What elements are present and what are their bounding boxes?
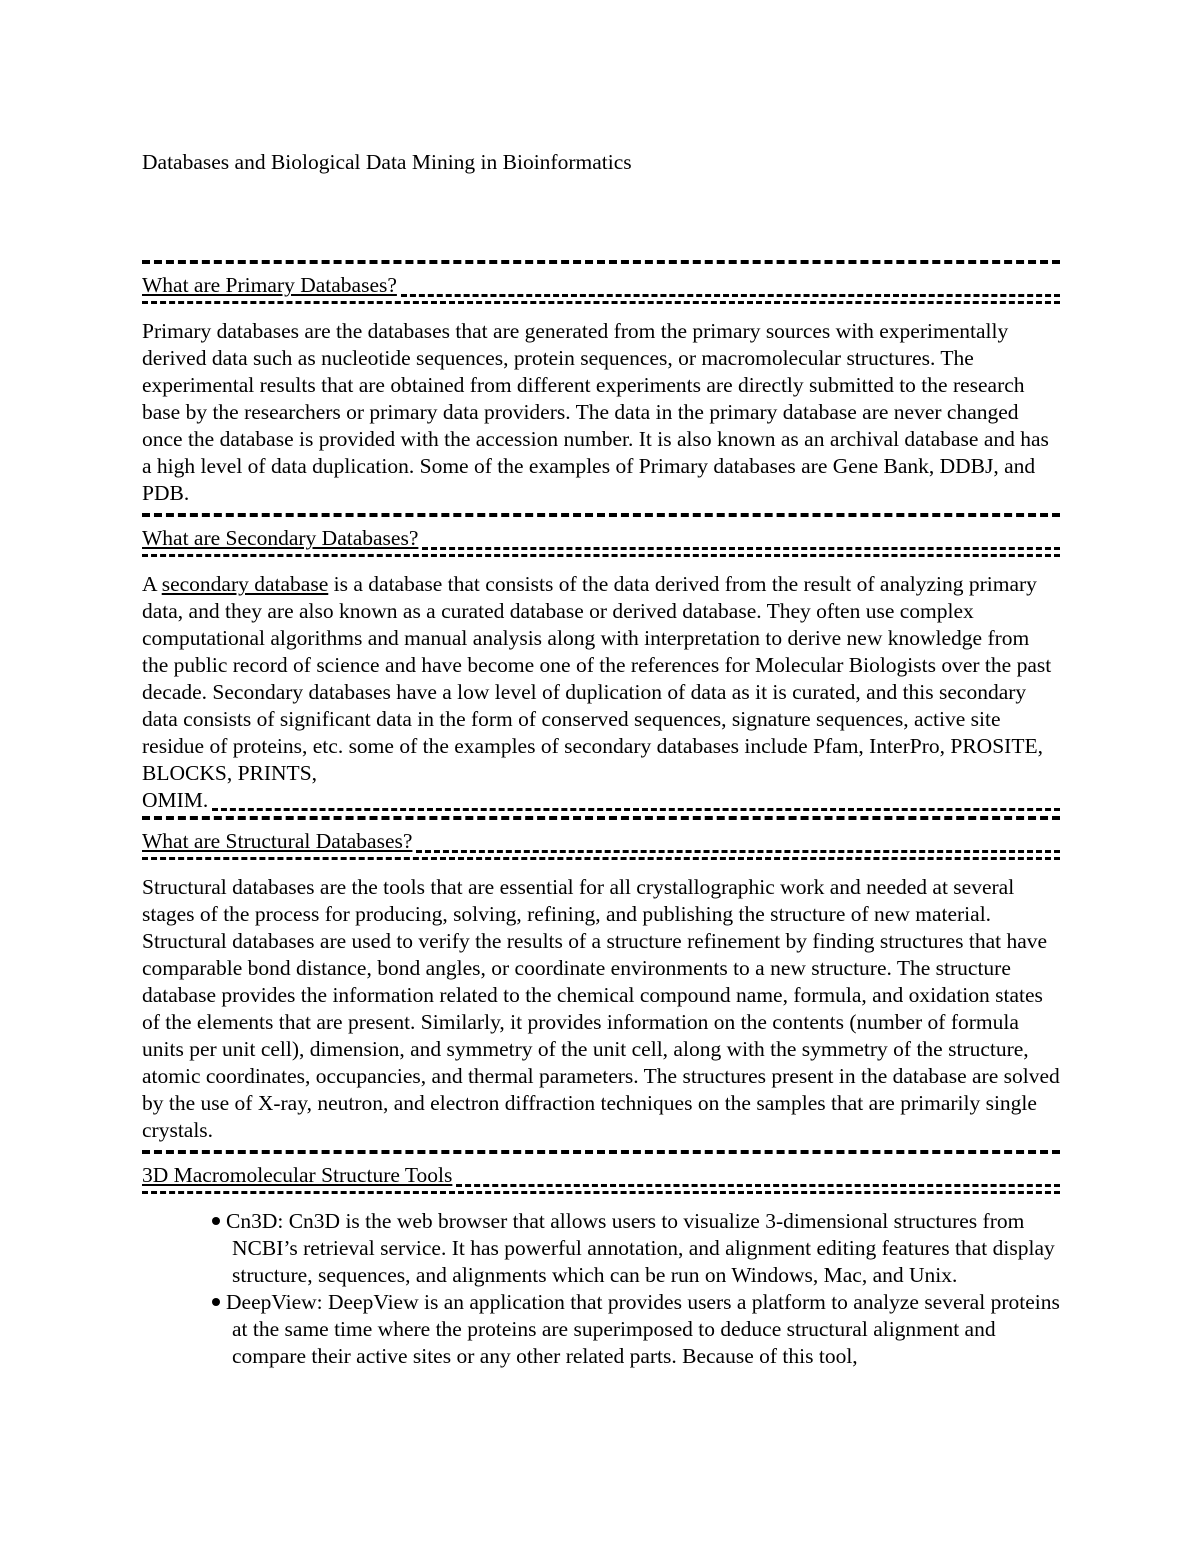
section-divider: [142, 513, 1060, 517]
heading-dash-fill: [422, 547, 1060, 550]
heading-underline-rule: [142, 301, 1060, 304]
spacer: [142, 178, 1060, 254]
section-heading-secondary: What are Secondary Databases?: [142, 526, 419, 550]
section-heading-primary: What are Primary Databases?: [142, 273, 397, 297]
list-item: [142, 1208, 1060, 1289]
document-page: [142, 146, 1060, 1370]
section-heading-row: [142, 1162, 1060, 1189]
para-end-row: [142, 787, 1060, 814]
list-item-text: DeepView: DeepView is an application that provides users a platform to analyze several proteins at the same time where the proteins are superimposed to deduce structural alignment and compare their active sites or any other related parts. Because of this tool,: [226, 1290, 1060, 1368]
body-last-line: OMIM.: [142, 788, 209, 812]
bullet-icon: [212, 1217, 220, 1225]
body-prefix: A: [142, 572, 162, 596]
section-divider: [142, 1150, 1060, 1154]
section-heading-row: [142, 272, 1060, 299]
heading-dash-fill: [416, 850, 1060, 853]
section-divider: [142, 260, 1060, 264]
bullet-icon: [212, 1298, 220, 1306]
list-item: [142, 1289, 1060, 1370]
heading-dash-fill: [456, 1184, 1060, 1187]
section-heading-structural: What are Structural Databases?: [142, 829, 413, 853]
document-title: Databases and Biological Data Mining in Bioinformatics: [142, 150, 632, 174]
heading-underline-rule: [142, 857, 1060, 860]
section-body-structural: Structural databases are the tools that are essential for all crystallographic work and needed at several stages of the process for producing, solving, refining, and publishing the structure of new material. Structural databases are used to verify the results of a structure refinement by finding structures that have comparable bond distance, bond angles, or coordinate environments to a new structure. The structure database provides the information related to the chemical compound name, formula, and oxidation states of the elements that are present. Similarly, it provides information on the contents (number of formula units per unit cell), dimension, and symmetry of the unit cell, along with the symmetry of the structure, atomic coordinates, occupancies, and thermal parameters. The structures present in the database are solved by the use of X-ray, neutron, and electron diffraction techniques on the samples that are primarily single crystals.: [142, 875, 1060, 1142]
heading-underline-rule: [142, 554, 1060, 557]
section-body-primary: Primary databases are the databases that are generated from the primary sources with experimentally derived data such as nucleotide sequences, protein sequences, or macromolecular structures. The experimental results that are obtained from different experiments are directly submitted to the research base by the researchers or primary data providers. The data in the primary database are never changed once the database is provided with the accession number. It is also known as an archival database and has a high level of data duplication. Some of the examples of Primary databases are Gene Bank, DDBJ, and PDB.: [142, 319, 1049, 505]
list-item-text: Cn3D: Cn3D is the web browser that allows users to visualize 3-dimensional structures from NCBI’s retrieval service. It has powerful annotation, and alignment editing features that display structure, sequences, and alignments which can be run on Windows, Mac, and Unix.: [226, 1209, 1055, 1287]
para-dash-fill: [212, 808, 1060, 811]
secondary-database-link[interactable]: secondary database: [161, 572, 329, 596]
section-heading-row: [142, 525, 1060, 552]
section-body-secondary: [142, 571, 1060, 787]
heading-underline-rule: [142, 1191, 1060, 1194]
section-heading-3d-tools: 3D Macromolecular Structure Tools: [142, 1163, 453, 1187]
section-heading-row: [142, 828, 1060, 855]
tools-list: [142, 1208, 1060, 1370]
heading-dash-fill: [401, 294, 1060, 297]
section-divider: [142, 816, 1060, 820]
body-rest: is a database that consists of the data derived from the result of analyzing primary data, and they are also known as a curated database or derived database. They often use complex computational algorithms and manual analysis along with interpretation to derive new knowledge from the public record of science and have become one of the references for Molecular Biologists over the past decade. Secondary databases have a low level of duplication of data as it is curated, and this secondary data consists of significant data in the form of conserved sequences, signature sequences, active site residue of proteins, etc. some of the examples of secondary databases include Pfam, InterPro, PROSITE, BLOCKS, PRINTS,: [142, 572, 1052, 785]
